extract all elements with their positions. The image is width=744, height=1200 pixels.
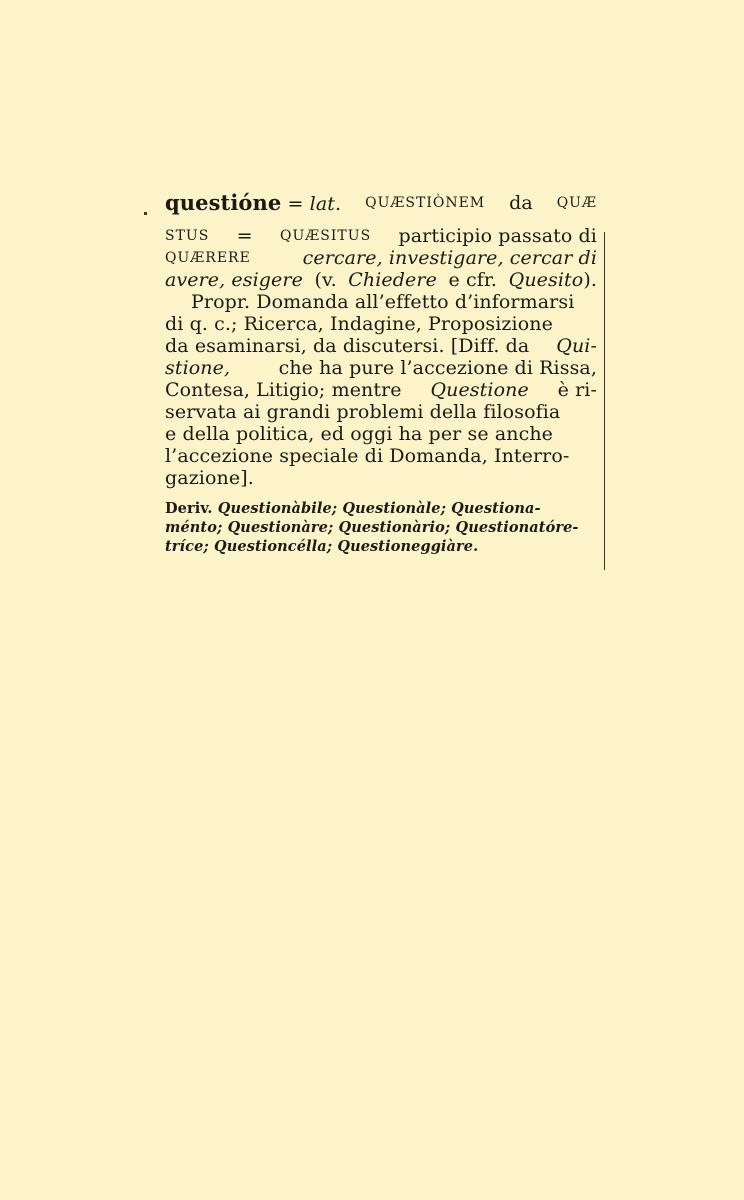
- etym-line-2: [165, 225, 597, 247]
- gloss-1: cercare, investigare, cercar di: [302, 247, 597, 269]
- etym-line-4: [165, 269, 597, 291]
- body-line-6: servata ai grandi problemi della filosofia: [165, 401, 561, 423]
- latin-form-2a: QUÆ: [556, 195, 597, 211]
- headword-line: [165, 192, 597, 215]
- lang-abbrev: lat.: [309, 193, 342, 215]
- etym-line-3: [165, 247, 597, 269]
- da-word: da: [509, 192, 533, 214]
- latin-form-3: QUÆSITUS: [280, 228, 372, 244]
- body-line-9: gazione].: [165, 467, 254, 489]
- close-paren: ).: [583, 269, 597, 291]
- column-rule: [604, 232, 605, 570]
- body-line-3: da esaminarsi, da discutersi. [Diff. da Qui-: [165, 335, 597, 357]
- body-line-4: stione, che ha pure l’accezione di Rissa,: [165, 357, 597, 379]
- questione-italic: Questione: [430, 379, 529, 401]
- see-abbrev: (v.: [314, 269, 337, 291]
- deriv-line-2: ménto; Questionàre; Questionàrio; Questionatóre-: [165, 519, 579, 536]
- latin-form-1: QUÆSTIÒNEM: [365, 195, 486, 211]
- body-line-7: e della politica, ed oggi ha per se anche: [165, 423, 554, 445]
- headword: questióne: [165, 190, 282, 215]
- body-line-5: Contesa, Litigio; mentre Questione è ri-: [165, 379, 597, 401]
- margin-mark: [144, 212, 147, 215]
- body-line-2: di q. c.; Ricerca, Indagine, Proposizione: [165, 313, 553, 335]
- cfr-abbrev: e cfr.: [448, 269, 498, 291]
- derivatives-block: [165, 499, 597, 556]
- qui-italic: Qui-: [556, 335, 597, 357]
- body-line-8: l’accezione speciale di Domanda, Interro-: [165, 445, 570, 467]
- gloss-2: avere, esigere: [165, 269, 303, 291]
- deriv-line-3: tríce; Questioncélla; Questioneggiàre.: [165, 538, 479, 555]
- body-line-1: Propr. Domanda all’effetto d’informarsi: [191, 291, 575, 313]
- cross-ref-chiedere: Chiedere: [348, 269, 437, 291]
- participio-text: participio passato di: [398, 225, 597, 247]
- latin-form-4: QUÆRERE: [165, 250, 251, 266]
- dictionary-entry: [165, 192, 597, 556]
- latin-form-2b: STUS: [165, 228, 210, 244]
- equals-sign-2: =: [236, 225, 253, 247]
- equals-sign: =: [287, 193, 304, 215]
- cross-ref-quesito: Quesito: [508, 269, 584, 291]
- deriv-line-1: Deriv. Questionàbile; Questionàle; Questiona-: [165, 500, 541, 517]
- deriv-label: Deriv.: [165, 500, 213, 517]
